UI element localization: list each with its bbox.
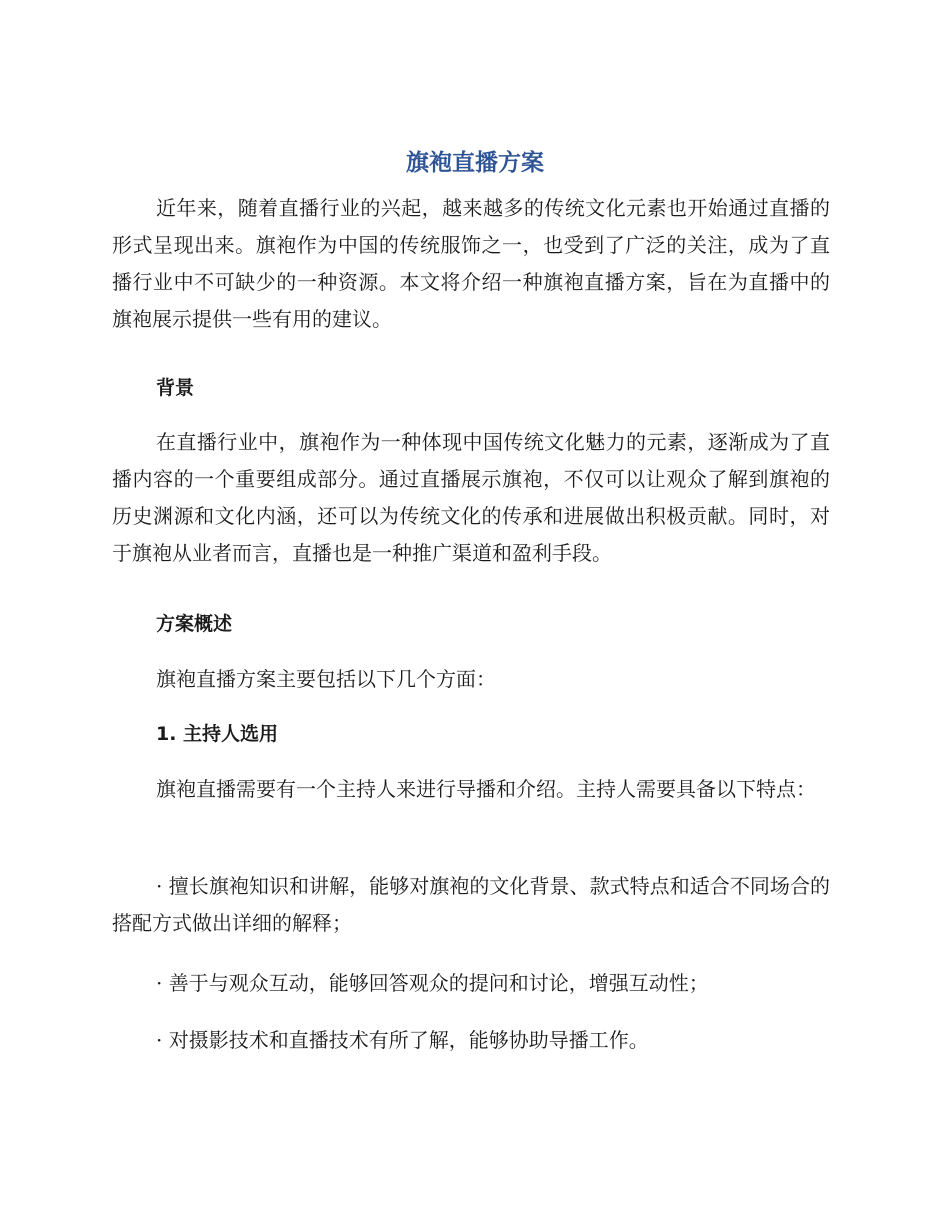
overview-paragraph: 旗袍直播方案主要包括以下几个方面： [156, 667, 496, 691]
bullet-item: · 善于与观众互动，能够回答观众的提问和讨论，增强互动性； [156, 971, 709, 995]
host-paragraph: 旗袍直播需要有一个主持人来进行导播和介绍。主持人需要具备以下特点： [156, 777, 816, 801]
background-paragraph: 在直播行业中，旗袍作为一种体现中国传统文化魅力的元素，逐渐成为了直播内容的一个重要组成部分。通过直播展示旗袍，不仅可以让观众了解到旗袍的历史渊源和文化内涵，还可以为传统文化的传承和进展做出积极贡献。同时，对于旗袍从业者而言，直播也是一种推广渠道和盈利手段。 [112, 430, 830, 565]
section-heading-host: 1. 主持人选用 [156, 723, 279, 745]
bullet-item: · 擅长旗袍知识和讲解，能够对旗袍的文化背景、款式特点和适合不同场合的搭配方式做出详细的解释； [112, 874, 830, 935]
section-heading-overview: 方案概述 [156, 613, 233, 635]
section-heading-background: 背景 [156, 377, 195, 399]
bullet-item: · 对摄影技术和直播技术有所了解，能够协助导播工作。 [156, 1028, 649, 1052]
document-title: 旗袍直播方案 [406, 150, 544, 176]
intro-paragraph: 近年来，随着直播行业的兴起，越来越多的传统文化元素也开始通过直播的形式呈现出来。旗袍作为中国的传统服饰之一，也受到了广泛的关注，成为了直播行业中不可缺少的一种资源。本文将介绍一种旗袍直播方案，旨在为直播中的旗袍展示提供一些有用的建议。 [112, 196, 830, 331]
